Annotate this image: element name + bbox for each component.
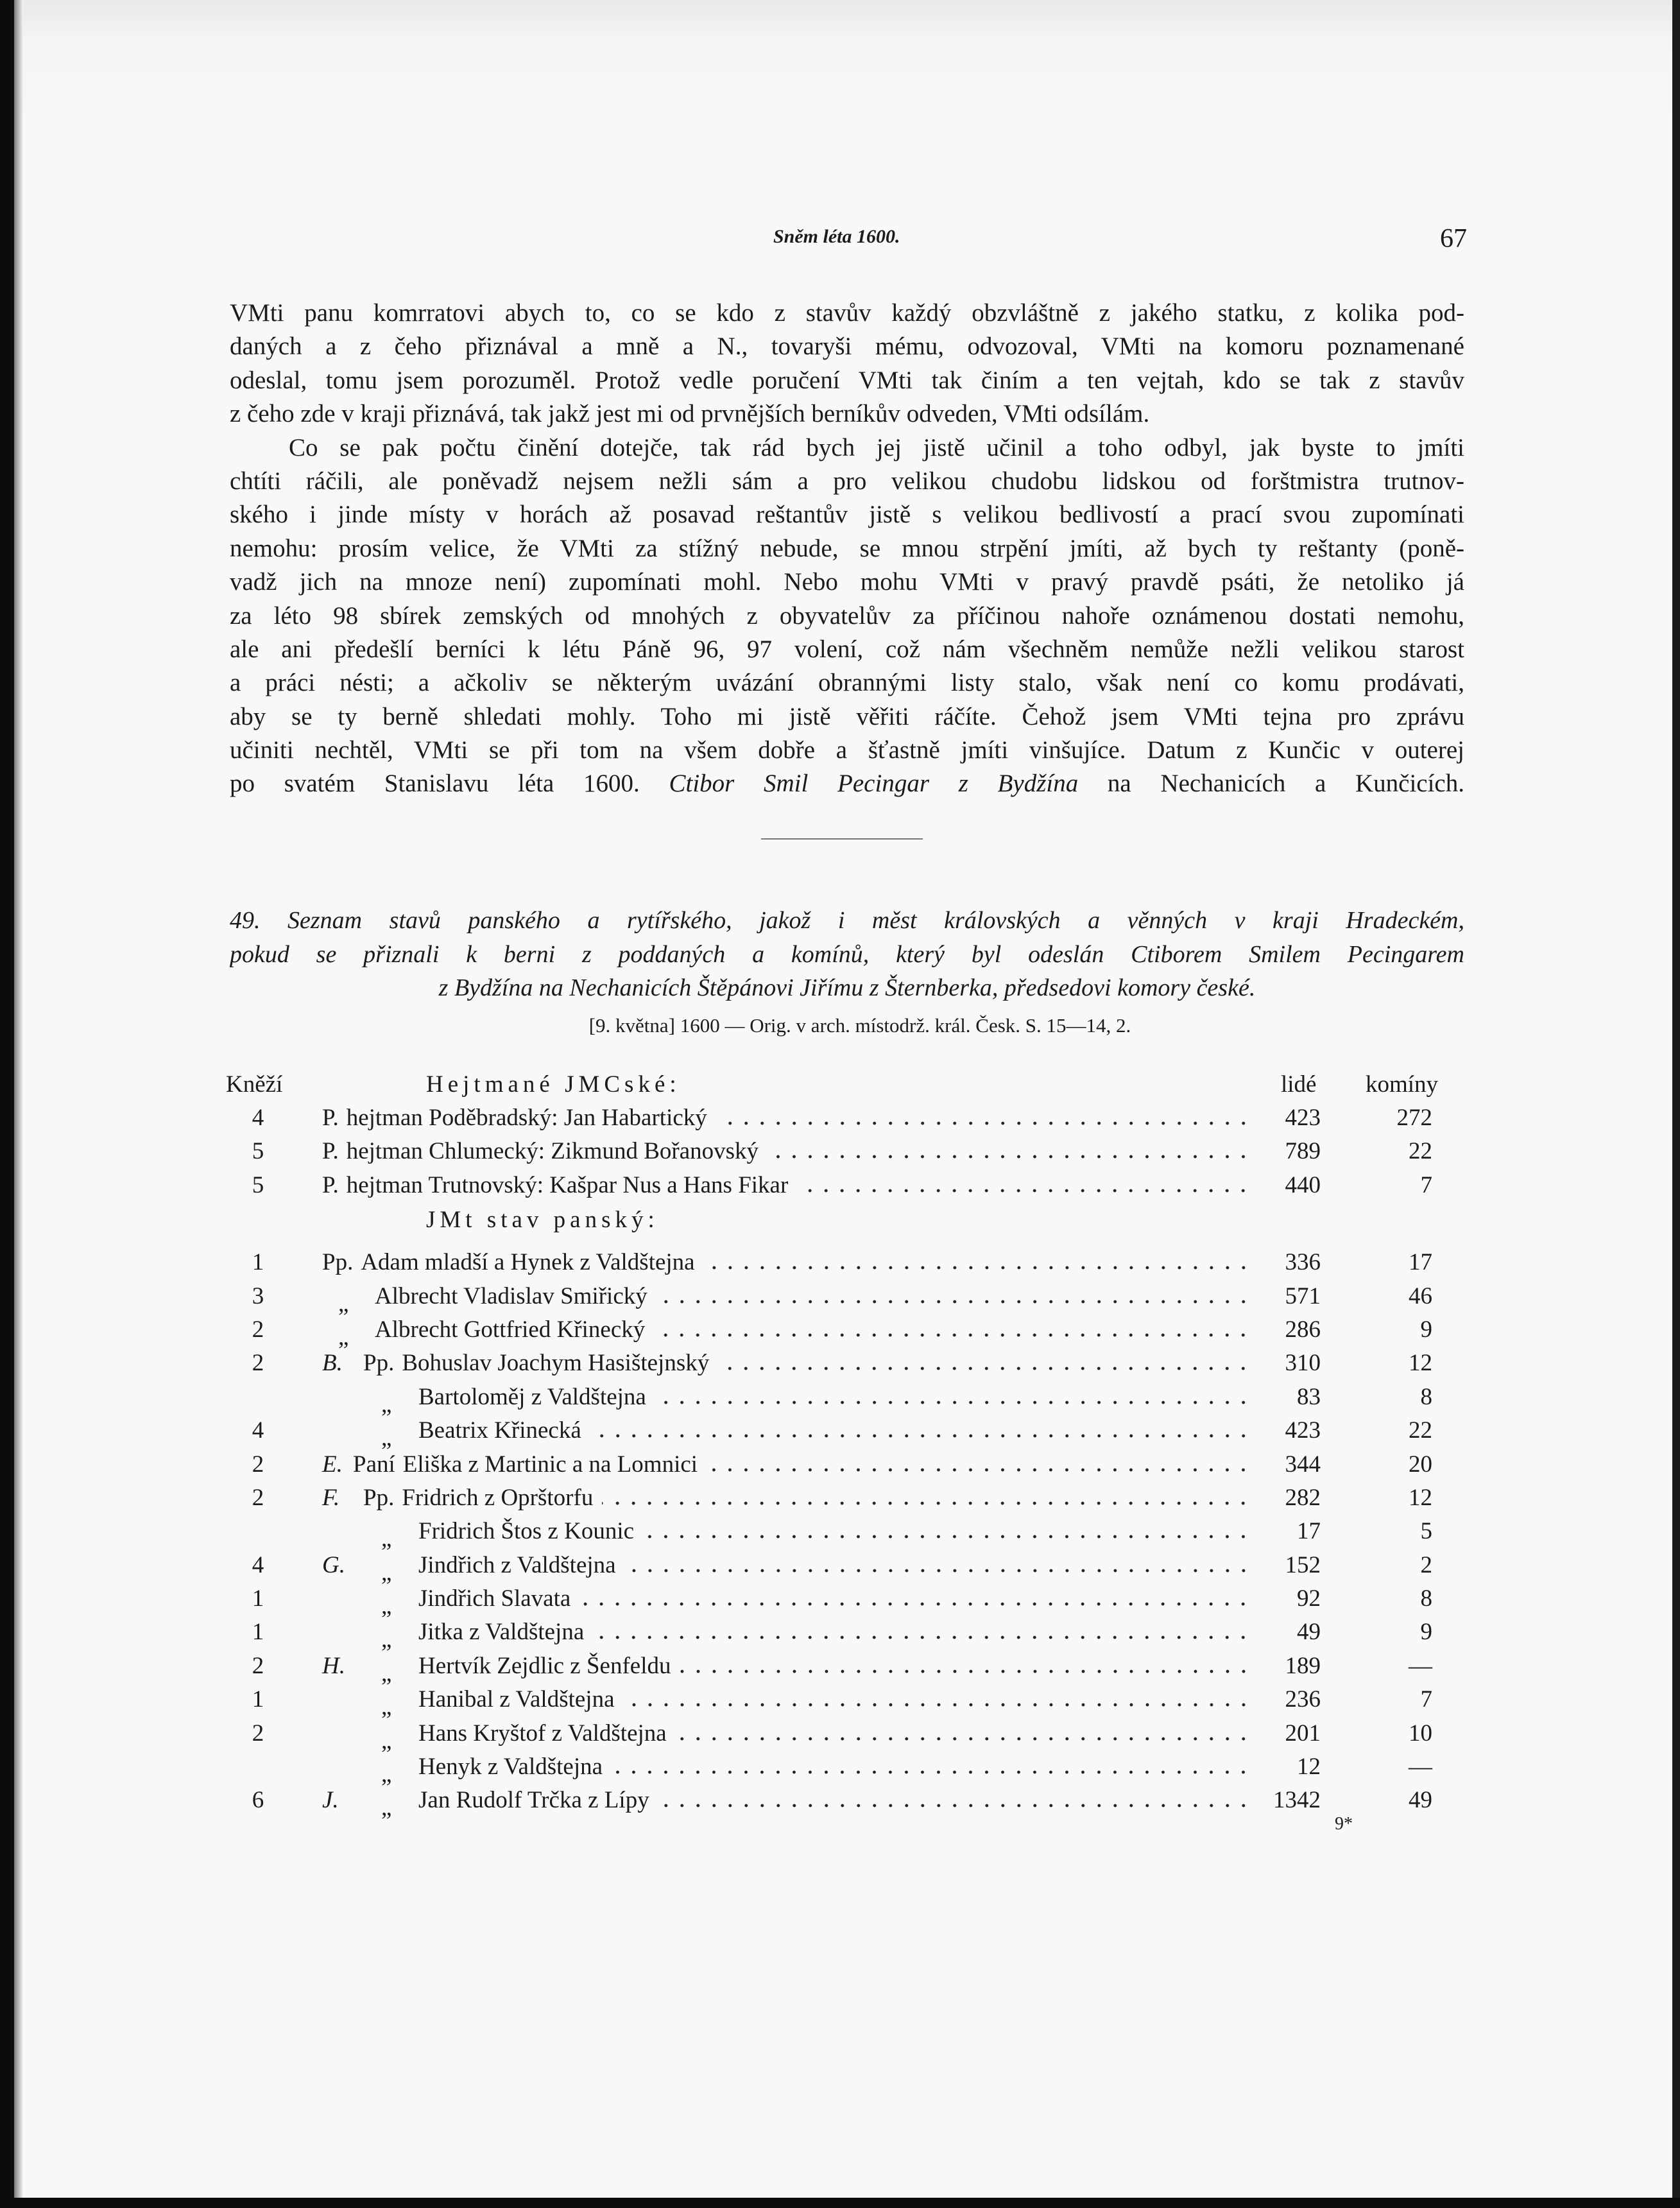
ditto-mark: „ bbox=[381, 1727, 392, 1754]
table-row bbox=[0, 1716, 1680, 1754]
column-header-kominy: komíny bbox=[1366, 1071, 1439, 1098]
leader-dots bbox=[654, 1333, 1251, 1337]
name-prefix: Pp. bbox=[322, 1249, 354, 1276]
lide-value: 83 bbox=[1297, 1383, 1321, 1410]
index-letter: J. bbox=[322, 1787, 339, 1814]
name-cell bbox=[418, 1517, 1251, 1545]
text-line: chtíti ráčili, ale poněvadž nejsem nežli sám a pro velikou chudobu lidskou od forštmistra trutnov- bbox=[230, 467, 1464, 495]
person-name: hejtman Poděbradský: Jan Habartický bbox=[346, 1105, 707, 1131]
closing-line bbox=[230, 767, 1464, 800]
name-cell bbox=[418, 1720, 1251, 1747]
name-prefix: Pp. bbox=[363, 1350, 395, 1377]
name-cell bbox=[418, 1686, 1251, 1713]
knezi-count: 4 bbox=[252, 1551, 264, 1578]
leader-dots bbox=[718, 1367, 1251, 1370]
person-name: Bartoloměj z Valdštejna bbox=[418, 1383, 646, 1410]
group-heading-row bbox=[0, 1201, 1680, 1245]
name-cell bbox=[418, 1585, 1251, 1612]
table-row bbox=[0, 1614, 1680, 1653]
knezi-count: 2 bbox=[252, 1484, 264, 1511]
table-row bbox=[0, 1782, 1680, 1822]
kominy-value: 8 bbox=[1420, 1585, 1432, 1612]
lide-value: 423 bbox=[1285, 1105, 1321, 1131]
leader-dots bbox=[656, 1300, 1251, 1304]
table-header bbox=[0, 1067, 1680, 1100]
name-prefix: P. bbox=[322, 1171, 339, 1198]
ditto-mark: „ bbox=[381, 1526, 392, 1553]
person-name: Hertvík Zejdlic z Šenfeldu bbox=[418, 1652, 671, 1679]
name-cell bbox=[363, 1484, 1251, 1512]
leader-dots bbox=[680, 1669, 1251, 1673]
ditto-mark: „ bbox=[381, 1626, 392, 1653]
paragraph-2 bbox=[230, 431, 1464, 768]
lide-value: 282 bbox=[1285, 1484, 1321, 1511]
index-letter: G. bbox=[322, 1551, 345, 1578]
text-line: ského i jinde místy v horách až posavad reštantův jistě s velikou bedlivostí a prací svou zupomínati bbox=[230, 501, 1464, 529]
leader-dots bbox=[716, 1121, 1251, 1125]
ditto-mark: „ bbox=[381, 1593, 392, 1620]
knezi-count: 2 bbox=[252, 1652, 264, 1679]
knezi-count: 1 bbox=[252, 1619, 264, 1646]
leader-dots bbox=[643, 1535, 1251, 1539]
leader-dots bbox=[797, 1189, 1251, 1193]
name-prefix: P. bbox=[322, 1138, 339, 1165]
text-line: VMti panu komrratovi abych to, co se kdo z stavův každý obzvláštně z jakého statku, z kolika pod- bbox=[230, 299, 1464, 327]
kominy-value: — bbox=[1409, 1652, 1432, 1679]
lide-value: 189 bbox=[1285, 1652, 1321, 1679]
person-name: hejtman Chlumecký: Zikmund Bořanovský bbox=[346, 1138, 759, 1165]
leader-dots bbox=[655, 1401, 1251, 1404]
running-head: Sněm léta 1600. bbox=[773, 226, 900, 247]
name-cell bbox=[418, 1383, 1251, 1411]
person-name: Fridrich Štos z Kounic bbox=[418, 1518, 635, 1545]
table-row bbox=[0, 1648, 1680, 1687]
kominy-value: 20 bbox=[1409, 1451, 1432, 1478]
table-row bbox=[0, 1379, 1680, 1418]
name-prefix: Pp. bbox=[363, 1484, 395, 1511]
person-name: Beatrix Křinecká bbox=[418, 1417, 581, 1444]
leader-dots bbox=[625, 1569, 1251, 1573]
text-line: odeslal, tomu jsem porozuměl. Protož vedle poručení VMti tak činím a ten vejtah, kdo se tak z stavův bbox=[230, 366, 1464, 394]
leader-dots bbox=[593, 1635, 1251, 1639]
lide-value: 152 bbox=[1285, 1551, 1321, 1578]
group-heading: JMt stav panský: bbox=[426, 1207, 659, 1234]
lide-value: 423 bbox=[1285, 1417, 1321, 1444]
document-title bbox=[230, 904, 1464, 1005]
name-cell bbox=[418, 1786, 1251, 1814]
leader-dots bbox=[767, 1155, 1251, 1159]
kominy-value: 272 bbox=[1396, 1105, 1432, 1131]
title-line: z Bydžína na Nechanicích Štěpánovi Jiřímu z Šternberka, předsedovi komory české. bbox=[438, 974, 1256, 1001]
leader-dots bbox=[602, 1501, 1251, 1505]
column-header-lide: lidé bbox=[1281, 1071, 1317, 1098]
lide-value: 12 bbox=[1297, 1754, 1321, 1781]
ditto-mark: „ bbox=[338, 1324, 349, 1350]
table-row bbox=[0, 1345, 1680, 1379]
person-name: Albrecht Vladislav Smiřický bbox=[375, 1282, 647, 1309]
person-name: Jitka z Valdštejna bbox=[418, 1619, 585, 1646]
lide-value: 236 bbox=[1285, 1686, 1321, 1713]
kominy-value: 7 bbox=[1420, 1171, 1432, 1198]
person-name: Adam mladší a Hynek z Valdštejna bbox=[361, 1249, 695, 1276]
table-row bbox=[0, 1168, 1680, 1201]
table-row bbox=[0, 1749, 1680, 1788]
section-separator bbox=[761, 838, 923, 840]
lide-value: 440 bbox=[1285, 1171, 1321, 1198]
knezi-count: 5 bbox=[252, 1138, 264, 1165]
name-cell bbox=[375, 1282, 1251, 1310]
table-row bbox=[0, 1682, 1680, 1721]
name-cell bbox=[418, 1417, 1251, 1444]
letter-body bbox=[230, 297, 1464, 801]
kominy-value: 17 bbox=[1409, 1249, 1432, 1276]
name-cell bbox=[353, 1451, 1251, 1478]
index-letter: F. bbox=[322, 1484, 340, 1511]
text-line: z čeho zde v kraji přiznává, tak jakž jest mi od prvnějších berníkův odveden, VMti odsílám. bbox=[230, 400, 1150, 428]
ditto-mark: „ bbox=[381, 1795, 392, 1822]
leader-dots bbox=[612, 1770, 1251, 1774]
ditto-mark: „ bbox=[381, 1425, 392, 1452]
person-name: Eliška z Martinic a na Lomnici bbox=[402, 1451, 698, 1478]
kominy-value: 10 bbox=[1409, 1720, 1432, 1747]
name-cell bbox=[418, 1551, 1251, 1579]
person-name: Jindřich Slavata bbox=[418, 1585, 571, 1612]
person-name: Hans Kryštof z Valdštejna bbox=[418, 1720, 667, 1747]
knezi-count: 3 bbox=[252, 1282, 264, 1309]
lide-value: 201 bbox=[1285, 1720, 1321, 1747]
source-citation: [9. května] 1600 — Orig. v arch. místodrž. král. Česk. S. 15—14, 2. bbox=[588, 1014, 1131, 1037]
knezi-count: 2 bbox=[252, 1350, 264, 1377]
name-cell bbox=[375, 1316, 1251, 1343]
text-line: učiniti nechtěl, VMti se při tom na všem dobře a šťastně jmíti vinšujíce. Datum z Kunčic v outerej bbox=[230, 736, 1464, 764]
lide-value: 571 bbox=[1285, 1282, 1321, 1309]
lide-value: 336 bbox=[1285, 1249, 1321, 1276]
knezi-count: 5 bbox=[252, 1171, 264, 1198]
knezi-count: 1 bbox=[252, 1585, 264, 1612]
table-row bbox=[0, 1447, 1680, 1480]
text-line: aby se ty berně shledati mohly. Toho mi jistě věřiti ráčíte. Čehož jsem VMti tejna pro zprávu bbox=[230, 702, 1464, 730]
leader-dots bbox=[590, 1434, 1251, 1438]
ditto-mark: „ bbox=[381, 1761, 392, 1788]
person-name: Albrecht Gottfried Křinecký bbox=[375, 1316, 646, 1343]
kominy-value: — bbox=[1409, 1754, 1432, 1781]
table-row bbox=[0, 1548, 1680, 1586]
lide-value: 344 bbox=[1285, 1451, 1321, 1478]
kominy-value: 22 bbox=[1409, 1138, 1432, 1165]
name-cell bbox=[322, 1137, 1251, 1165]
table-row bbox=[0, 1514, 1680, 1553]
ditto-mark: „ bbox=[381, 1694, 392, 1721]
lide-value: 286 bbox=[1285, 1316, 1321, 1343]
text-line: ale ani předešlí berníci k létu Páně 96, 97 volení, což nám všechněm nemůže nežli velikou starost bbox=[230, 635, 1464, 663]
name-cell bbox=[418, 1618, 1251, 1646]
lide-value: 49 bbox=[1297, 1619, 1321, 1646]
kominy-value: 12 bbox=[1409, 1350, 1432, 1377]
ditto-mark: „ bbox=[381, 1391, 392, 1418]
kominy-value: 49 bbox=[1409, 1787, 1432, 1814]
knezi-count: 4 bbox=[252, 1417, 264, 1444]
page-number: 67 bbox=[1440, 224, 1467, 254]
leader-dots bbox=[579, 1602, 1251, 1606]
name-prefix: P. bbox=[322, 1105, 339, 1131]
leader-dots bbox=[707, 1468, 1251, 1472]
title-line: 49. Seznam stavů panského a rytířského, jakož i měst královských a věnných v kraji Hradeckém, bbox=[230, 907, 1464, 934]
kominy-value: 22 bbox=[1409, 1417, 1432, 1444]
lide-value: 310 bbox=[1285, 1350, 1321, 1377]
lide-value: 1342 bbox=[1273, 1787, 1321, 1814]
kominy-value: 2 bbox=[1420, 1551, 1432, 1578]
leader-dots bbox=[658, 1804, 1251, 1807]
group-heading: Hejtmané JMCské: bbox=[426, 1071, 681, 1098]
closing-date: po svatém Stanislavu léta 1600. bbox=[230, 770, 640, 798]
kominy-value: 9 bbox=[1420, 1316, 1432, 1343]
table-row bbox=[0, 1100, 1680, 1134]
table-row bbox=[0, 1480, 1680, 1514]
person-name: Fridrich z Oprštorfu bbox=[402, 1484, 594, 1511]
person-name: hejtman Trutnovský: Kašpar Nus a Hans Fikar bbox=[346, 1171, 789, 1198]
index-letter: B. bbox=[322, 1350, 343, 1377]
leader-dots bbox=[624, 1703, 1251, 1707]
lide-value: 789 bbox=[1285, 1138, 1321, 1165]
title-line: pokud se přiznali k berni z poddaných a komínů, který byl odeslán Ctiborem Smilem Pecingarem bbox=[230, 940, 1464, 968]
text-line: nemohu: prosím velice, že VMti za stížný nebude, se mnou strpění jmíti, až bych ty reštanty (poně- bbox=[230, 534, 1464, 562]
kominy-value: 8 bbox=[1420, 1383, 1432, 1410]
knezi-count: 2 bbox=[252, 1451, 264, 1478]
name-prefix: Paní bbox=[353, 1451, 395, 1478]
knezi-count: 6 bbox=[252, 1787, 264, 1814]
signature-mark: 9* bbox=[1335, 1814, 1353, 1834]
ditto-mark: „ bbox=[381, 1660, 392, 1687]
index-letter: E. bbox=[322, 1451, 343, 1478]
signature: Ctibor Smil Pecingar z Bydžína bbox=[669, 770, 1079, 798]
text-line: daných a z čeho přiznával a mně a N., tovaryši mému, odvozoval, VMti na komoru poznamenané bbox=[230, 332, 1464, 361]
text-line: a práci nésti; a ačkoliv se některým uvázání obrannými listy stalo, však není co komu prodávati, bbox=[230, 669, 1464, 697]
person-name: Henyk z Valdštejna bbox=[418, 1754, 603, 1781]
person-name: Bohuslav Joachym Hasištejnský bbox=[402, 1350, 710, 1377]
text-line: za léto 98 sbírek zemských od mnohých z obyvatelův za příčinou nahoře oznámenou dostati nemohu, bbox=[230, 601, 1464, 630]
name-cell bbox=[418, 1652, 1251, 1680]
knezi-count: 4 bbox=[252, 1105, 264, 1131]
kominy-value: 9 bbox=[1420, 1619, 1432, 1646]
table-row bbox=[0, 1312, 1680, 1350]
lide-value: 17 bbox=[1297, 1518, 1321, 1545]
knezi-count: 1 bbox=[252, 1249, 264, 1276]
name-cell bbox=[322, 1171, 1251, 1199]
scan-edge-bottom bbox=[0, 2198, 1680, 2208]
ditto-mark: „ bbox=[381, 1559, 392, 1586]
knezi-count: 2 bbox=[252, 1316, 264, 1343]
table-row bbox=[0, 1134, 1680, 1167]
paragraph-1 bbox=[230, 297, 1464, 431]
name-cell bbox=[322, 1104, 1251, 1132]
leader-dots bbox=[704, 1266, 1251, 1270]
name-cell bbox=[418, 1753, 1251, 1781]
kominy-value: 5 bbox=[1420, 1518, 1432, 1545]
census-table bbox=[0, 1067, 1680, 1822]
kominy-value: 46 bbox=[1409, 1282, 1432, 1309]
knezi-count: 2 bbox=[252, 1720, 264, 1747]
ditto-mark: „ bbox=[338, 1290, 349, 1317]
table-row bbox=[0, 1279, 1680, 1317]
column-header-knezi: Kněží bbox=[226, 1071, 283, 1098]
closing-place: na Nechanicích a Kunčicích. bbox=[1107, 770, 1464, 798]
person-name: Jindřich z Valdštejna bbox=[418, 1551, 616, 1578]
text-line: vadž jich na mnoze není) zupomínati mohl. Nebo mohu VMti v pravý pravdě psáti, že netoliko já bbox=[230, 568, 1464, 596]
lide-value: 92 bbox=[1297, 1585, 1321, 1612]
table-row bbox=[0, 1413, 1680, 1452]
name-cell bbox=[363, 1349, 1251, 1377]
knezi-count: 1 bbox=[252, 1686, 264, 1713]
index-letter: H. bbox=[322, 1652, 345, 1679]
leader-dots bbox=[676, 1737, 1251, 1741]
kominy-value: 7 bbox=[1420, 1686, 1432, 1713]
table-row bbox=[0, 1245, 1680, 1278]
person-name: Jan Rudolf Trčka z Lípy bbox=[418, 1787, 649, 1814]
text-line: Co se pak počtu činění dotejče, tak rád bych jej jistě učinil a toho odbyl, jak byste to jmíti bbox=[289, 433, 1464, 461]
kominy-value: 12 bbox=[1409, 1484, 1432, 1511]
table-row bbox=[0, 1581, 1680, 1620]
name-cell bbox=[322, 1248, 1251, 1276]
person-name: Hanibal z Valdštejna bbox=[418, 1686, 615, 1713]
